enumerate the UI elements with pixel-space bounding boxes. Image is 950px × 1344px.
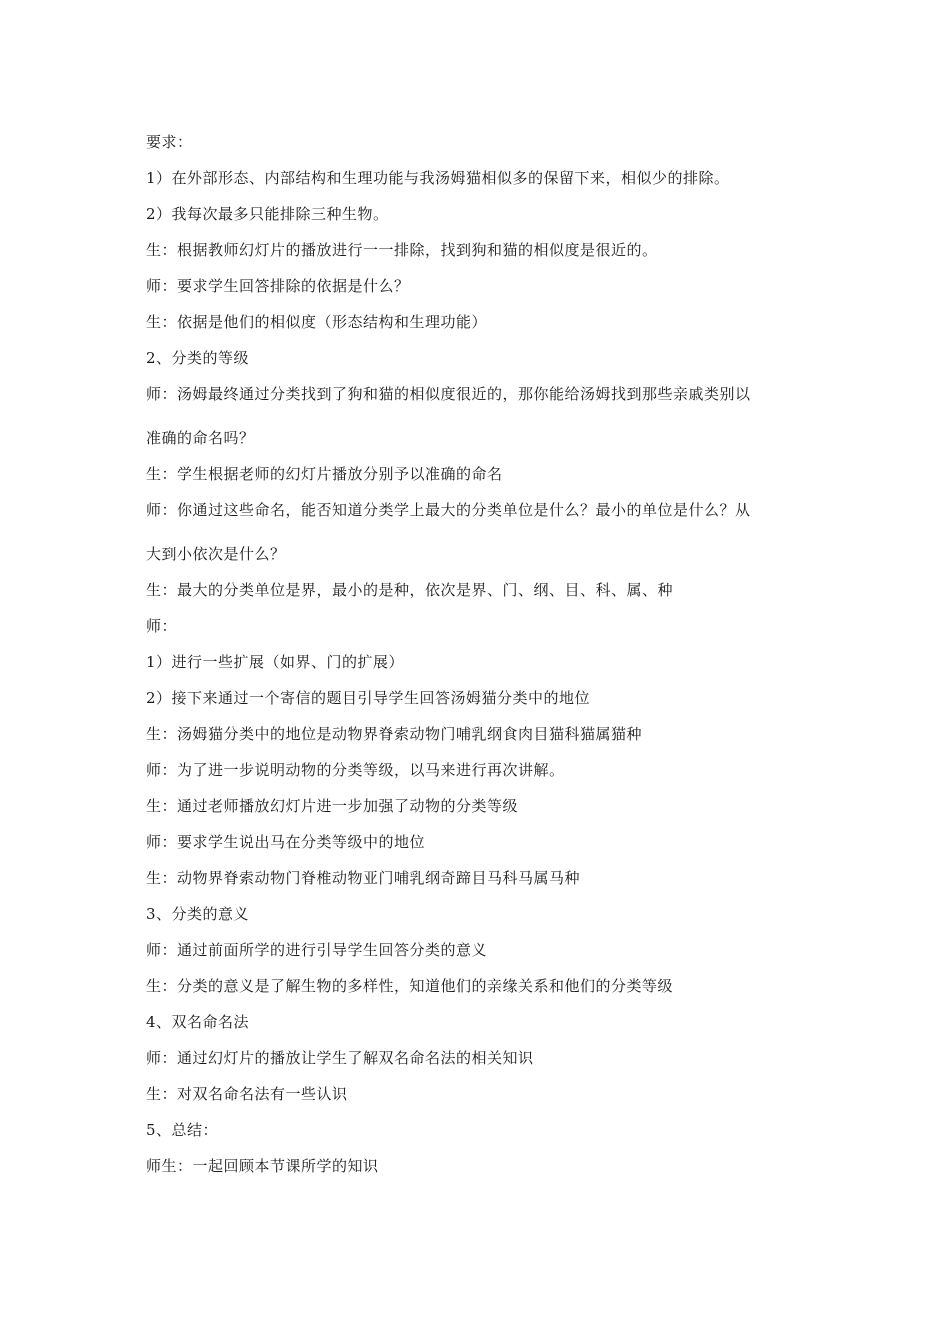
section-heading: 3、分类的意义 (146, 905, 250, 923)
text-line: 师生：一起回顾本节课所学的知识 (146, 1157, 379, 1175)
text-line: 师：为了进一步说明动物的分类等级，以马来进行再次讲解。 (146, 761, 565, 779)
text-line: 生：最大的分类单位是界，最小的是种，依次是界、门、纲、目、科、属、种 (146, 581, 674, 599)
document-body (146, 124, 826, 1184)
text-line: 生：根据教师幻灯片的播放进行一一排除，找到狗和猫的相似度是很近的。 (146, 241, 658, 259)
text-line: 生：分类的意义是了解生物的多样性，知道他们的亲缘关系和他们的分类等级 (146, 977, 674, 995)
text-line: 准确的命名吗？ (146, 429, 255, 447)
text-line: 2）接下来通过一个寄信的题目引导学生回答汤姆猫分类中的地位 (146, 689, 591, 707)
section-heading: 5、总结： (146, 1121, 219, 1139)
section-heading: 2、分类的等级 (146, 349, 250, 367)
text-line: 师： (146, 617, 178, 635)
text-line: 师：通过前面所学的进行引导学生回答分类的意义 (146, 941, 488, 959)
text-line: 师：通过幻灯片的播放让学生了解双名命名法的相关知识 (146, 1049, 534, 1067)
text-line: 1）在外部形态、内部结构和生理功能与我汤姆猫相似多的保留下来，相似少的排除。 (146, 169, 730, 187)
text-line: 师：要求学生说出马在分类等级中的地位 (146, 833, 426, 851)
text-line: 生：依据是他们的相似度（形态结构和生理功能） (146, 313, 488, 331)
text-line: 师：汤姆最终通过分类找到了狗和猫的相似度很近的，那你能给汤姆找到那些亲戚类别以 (146, 385, 751, 403)
text-line: 1）进行一些扩展（如界、门的扩展） (146, 653, 405, 671)
text-line: 大到小依次是什么？ (146, 545, 286, 563)
text-line: 要求： (146, 133, 193, 151)
section-heading: 4、双名命名法 (146, 1013, 250, 1031)
text-line: 师：要求学生回答排除的依据是什么？ (146, 277, 410, 295)
text-line: 生：对双名命名法有一些认识 (146, 1085, 348, 1103)
text-line: 生：动物界脊索动物门脊椎动物亚门哺乳纲奇蹄目马科马属马种 (146, 869, 581, 887)
text-line: 师：你通过这些命名，能否知道分类学上最大的分类单位是什么？最小的单位是什么？从 (146, 501, 751, 519)
text-line: 生：通过老师播放幻灯片进一步加强了动物的分类等级 (146, 797, 519, 815)
text-line: 生：学生根据老师的幻灯片播放分别予以准确的命名 (146, 465, 503, 483)
text-line: 2）我每次最多只能排除三种生物。 (146, 205, 389, 223)
text-line: 生：汤姆猫分类中的地位是动物界脊索动物门哺乳纲食肉目猫科猫属猫种 (146, 725, 643, 743)
